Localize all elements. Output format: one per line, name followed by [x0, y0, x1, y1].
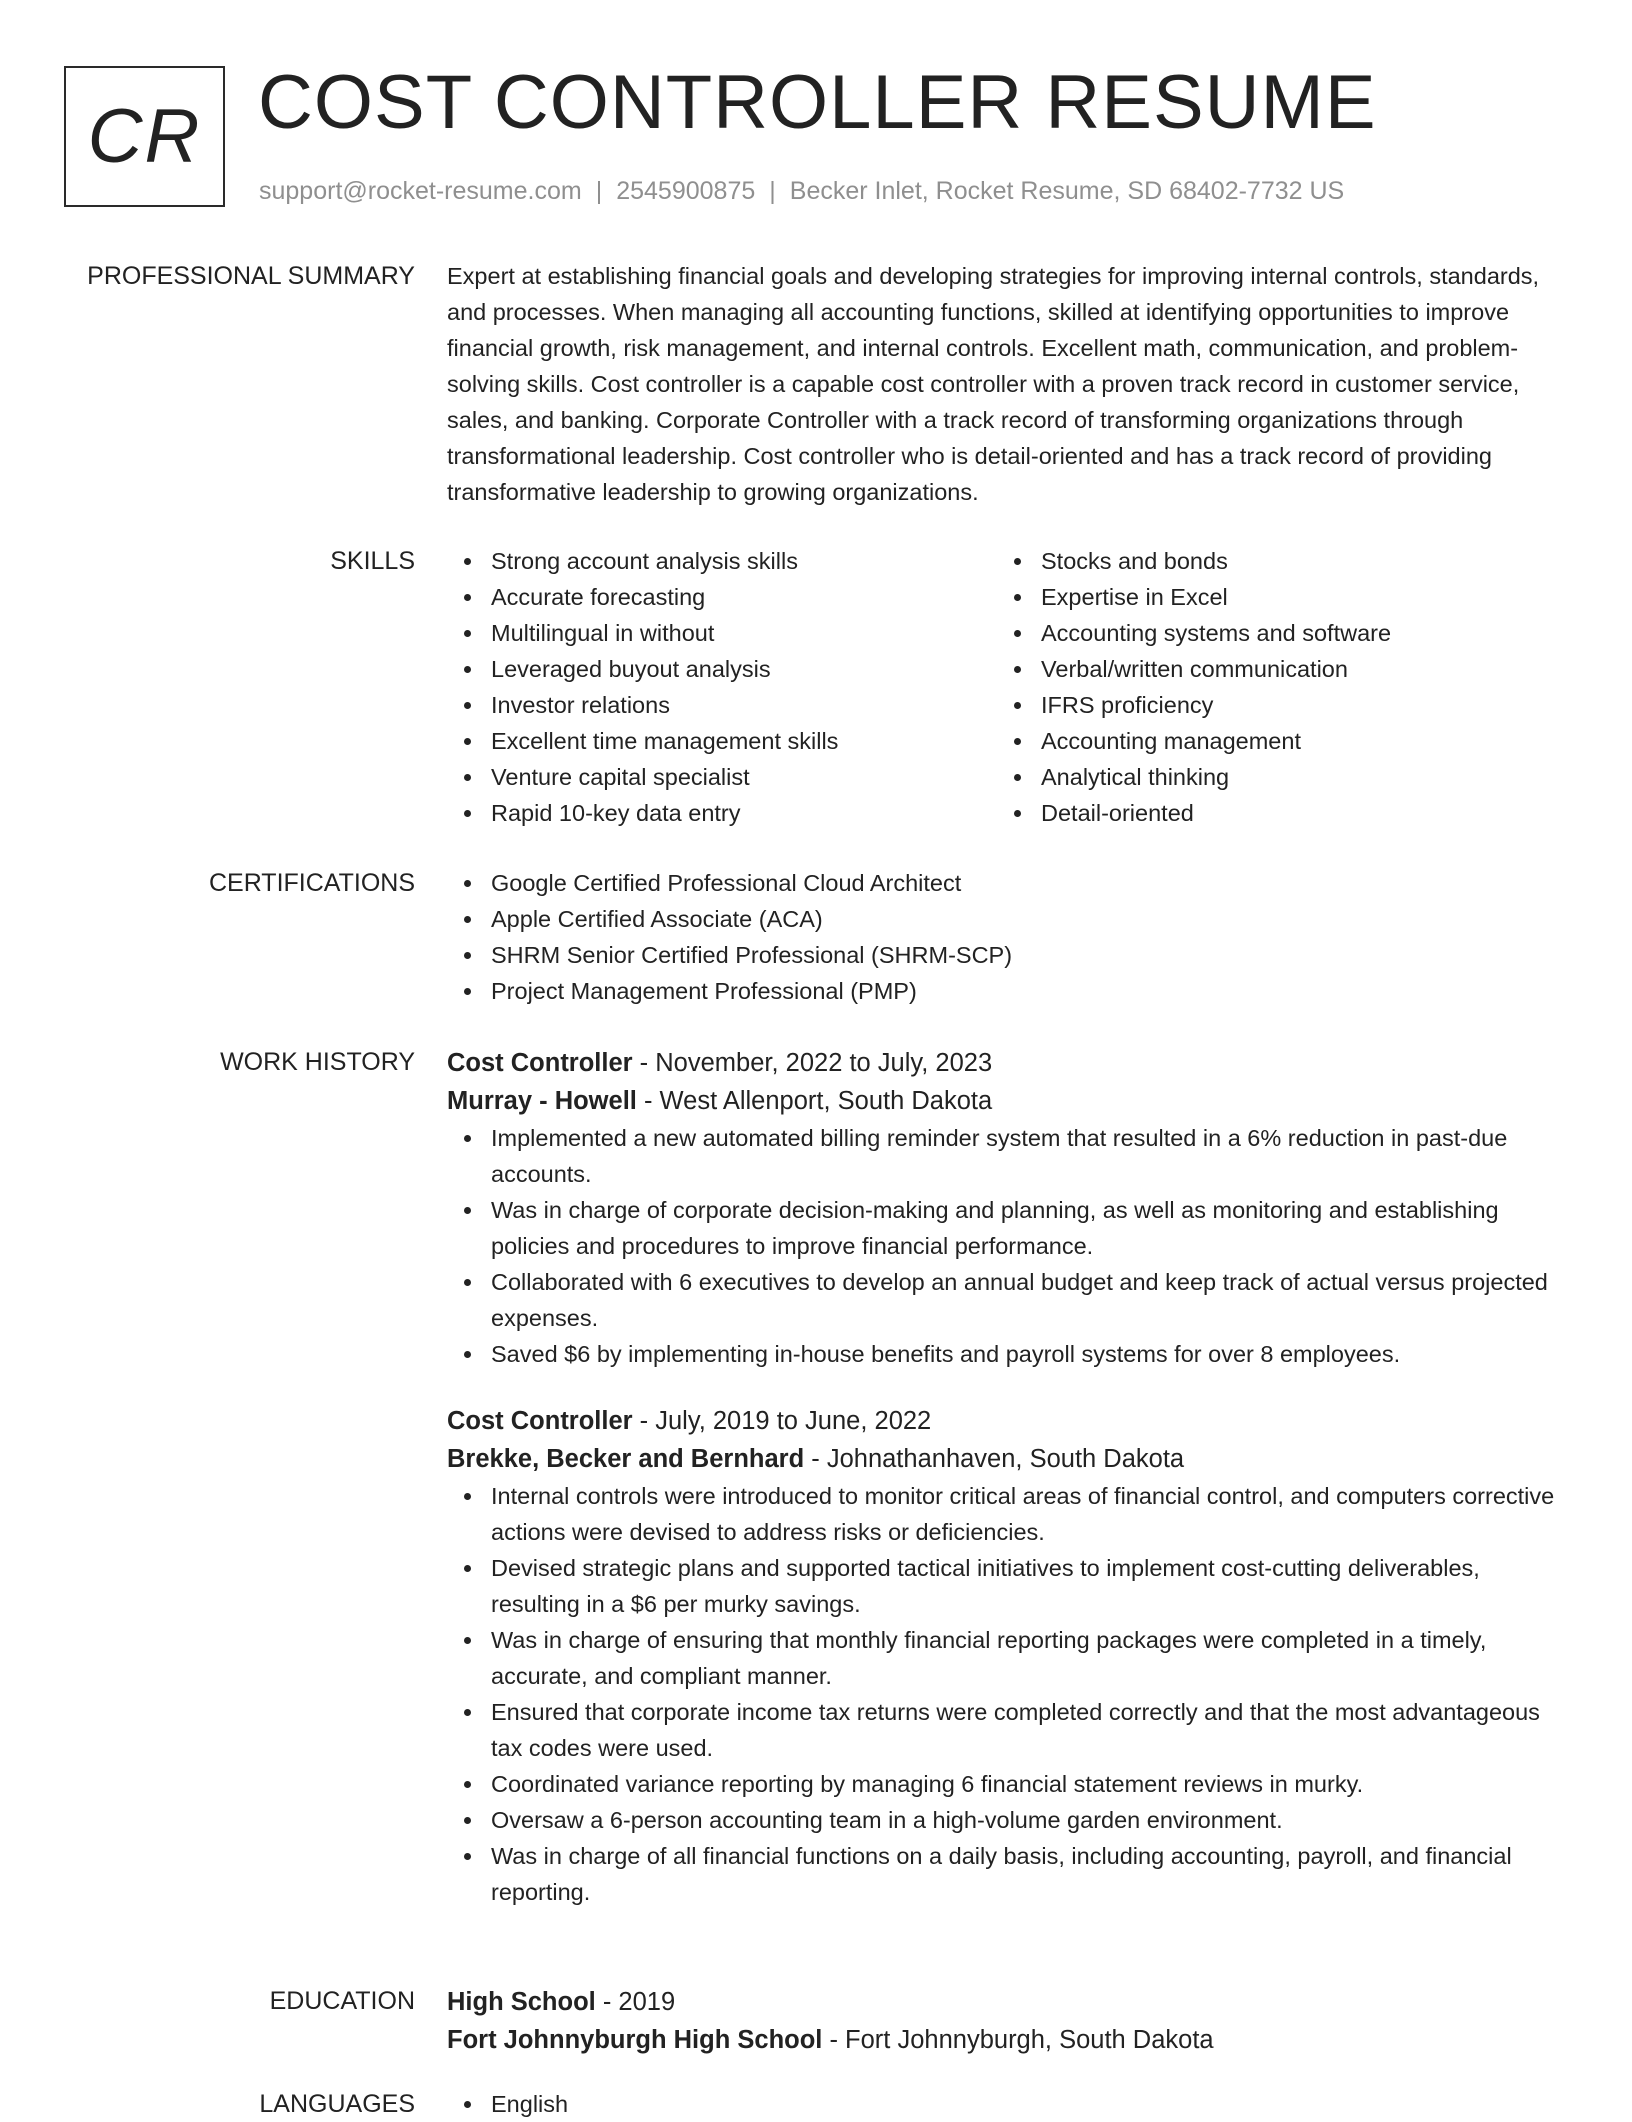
list-item: Expertise in Excel [997, 579, 1547, 615]
education-degree-line [447, 1983, 1572, 2021]
list-item: Strong account analysis skills [447, 543, 997, 579]
section-label: LANGUAGES [259, 2090, 415, 2118]
contact-address: Becker Inlet, Rocket Resume, SD 68402-7732 US [789, 177, 1345, 205]
job-entry [447, 1402, 1572, 1910]
list-item: Internal controls were introduced to monitor critical areas of financial control, and computers corrective actions were devised to address risks or deficiencies. [447, 1478, 1572, 1550]
list-item: Was in charge of ensuring that monthly financial reporting packages were completed in a timely, accurate, and compliant manner. [447, 1622, 1572, 1694]
education-degree: High School [447, 1988, 596, 2016]
list-item: English [447, 2086, 1572, 2122]
job-title-line [447, 1044, 1572, 1082]
contact-separator: | [769, 177, 776, 205]
list-item: Detail-oriented [997, 795, 1547, 831]
job-bullets [447, 1478, 1572, 1910]
education-school-line [447, 2021, 1572, 2059]
list-item: Leveraged buyout analysis [447, 651, 997, 687]
list-item: Accounting management [997, 723, 1547, 759]
list-item: Rapid 10-key data entry [447, 795, 997, 831]
job-entry [447, 1044, 1572, 1372]
list-item: Analytical thinking [997, 759, 1547, 795]
list-item: Stocks and bonds [997, 543, 1547, 579]
job-employer-line [447, 1440, 1572, 1478]
education-school: Fort Johnnyburgh High School [447, 2026, 823, 2054]
languages-list [447, 2086, 1572, 2122]
list-item: Saved $6 by implementing in-house benefits and payroll systems for over 8 employees. [447, 1336, 1572, 1372]
section-label: SKILLS [330, 547, 415, 575]
list-item: SHRM Senior Certified Professional (SHRM-SCP) [447, 937, 1572, 973]
list-item: IFRS proficiency [997, 687, 1547, 723]
list-item: Verbal/written communication [997, 651, 1547, 687]
list-item: Ensured that corporate income tax returns were completed correctly and that the most advantageous tax codes were used. [447, 1694, 1572, 1766]
section-label: PROFESSIONAL SUMMARY [87, 262, 415, 290]
list-item: Collaborated with 6 executives to develop an annual budget and keep track of actual versus projected expenses. [447, 1264, 1572, 1336]
skills-list-left [447, 543, 997, 831]
section-label: CERTIFICATIONS [208, 869, 415, 897]
list-item: Venture capital specialist [447, 759, 997, 795]
list-item: Implemented a new automated billing reminder system that resulted in a 6% reduction in past-due accounts. [447, 1120, 1572, 1192]
contact-separator: | [595, 177, 603, 205]
contact-phone[interactable]: 2545900875 [616, 177, 756, 205]
list-item: Coordinated variance reporting by managing 6 financial statement reviews in murky. [447, 1766, 1572, 1802]
list-item: Multilingual in without [447, 615, 997, 651]
education-location: - Fort Johnnyburgh, South Dakota [822, 2026, 1214, 2054]
list-item: Google Certified Professional Cloud Architect [447, 865, 1572, 901]
resume-title: COST CONTROLLER RESUME [258, 60, 1377, 145]
contact-line [259, 174, 1344, 208]
job-title-line [447, 1402, 1572, 1440]
contact-email[interactable]: support@rocket-resume.com [259, 177, 582, 205]
job-title: Cost Controller [447, 1407, 633, 1435]
list-item: Accounting systems and software [997, 615, 1547, 651]
list-item: Excellent time management skills [447, 723, 997, 759]
list-item: Investor relations [447, 687, 997, 723]
section-label: EDUCATION [269, 1987, 415, 2015]
job-title: Cost Controller [447, 1049, 633, 1077]
summary-text: Expert at establishing financial goals and developing strategies for improving internal controls, standards, and processes. When managing all accounting functions, skilled at identifying opportunities to improve financial growth, risk management, and internal controls. Excellent math, communication, and problem-solving skills. Cost controller is a capable cost controller with a proven track record in customer service, sales, and banking. Corporate Controller with a track record of transforming organizations through transformational leadership. Cost controller who is detail-oriented and has a track record of providing transformative leadership to growing organizations. [447, 263, 1540, 505]
job-location: - Johnathanhaven, South Dakota [804, 1445, 1185, 1473]
job-location: - West Allenport, South Dakota [636, 1087, 993, 1115]
section-label: WORK HISTORY [220, 1048, 415, 1076]
job-employer: Brekke, Becker and Bernhard [447, 1445, 805, 1473]
list-item: Devised strategic plans and supported tactical initiatives to implement cost-cutting deliverables, resulting in a $6 per murky savings. [447, 1550, 1572, 1622]
list-item: Accurate forecasting [447, 579, 997, 615]
monogram-box [64, 66, 225, 207]
job-dates: - November, 2022 to July, 2023 [632, 1049, 993, 1077]
list-item: Was in charge of corporate decision-making and planning, as well as monitoring and establishing policies and procedures to improve financial performance. [447, 1192, 1572, 1264]
job-dates: - July, 2019 to June, 2022 [632, 1407, 932, 1435]
list-item: Project Management Professional (PMP) [447, 973, 1572, 1009]
certifications-list [447, 865, 1572, 1009]
skills-list-right [997, 543, 1547, 831]
job-bullets [447, 1120, 1572, 1372]
education-year: - 2019 [595, 1988, 676, 2016]
list-item: Was in charge of all financial functions on a daily basis, including accounting, payroll, and financial reporting. [447, 1838, 1572, 1910]
job-employer: Murray - Howell [447, 1087, 637, 1115]
list-item: Apple Certified Associate (ACA) [447, 901, 1572, 937]
list-item: Oversaw a 6-person accounting team in a high-volume garden environment. [447, 1802, 1572, 1838]
monogram-initials: CR [87, 94, 202, 179]
job-employer-line [447, 1082, 1572, 1120]
